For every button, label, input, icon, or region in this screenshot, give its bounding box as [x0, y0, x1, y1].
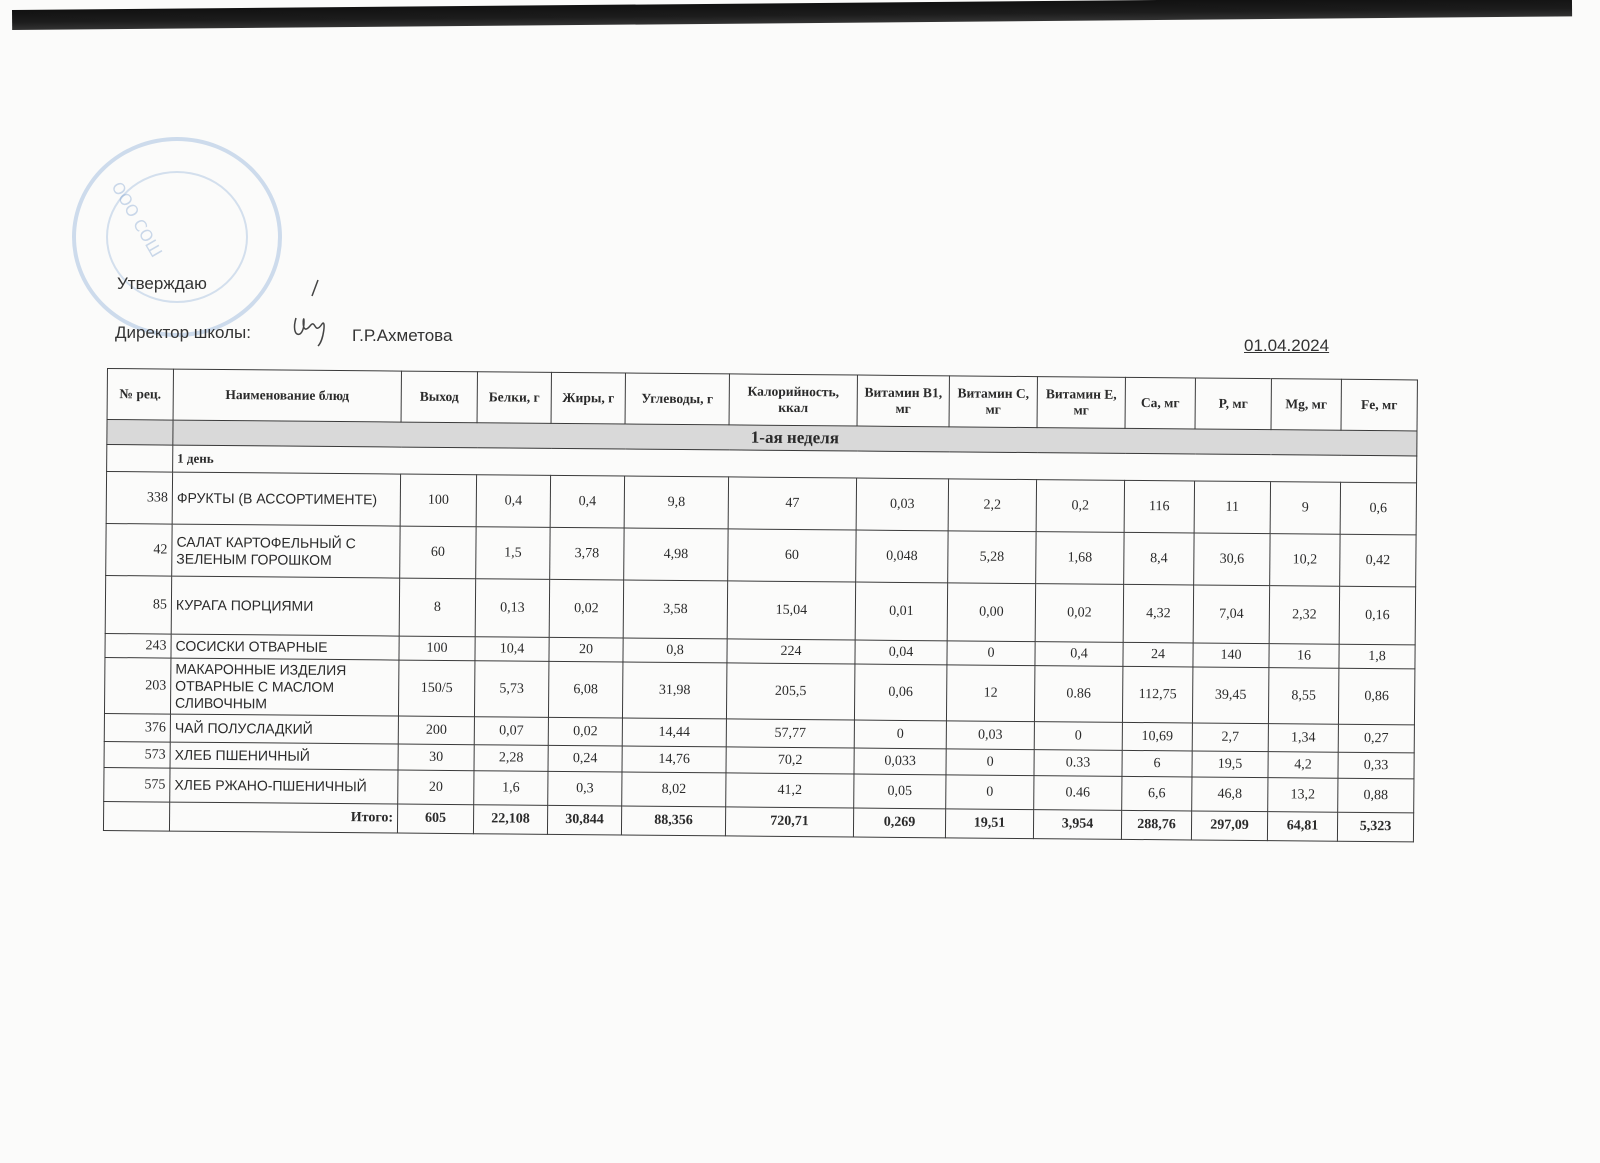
- nutrient-value: 150/5: [398, 660, 474, 717]
- nutrient-value: 2,28: [474, 745, 548, 772]
- nutrient-value: 0,048: [856, 530, 948, 583]
- nutrient-value: 0,033: [854, 748, 946, 775]
- nutrient-value: 30: [398, 744, 474, 771]
- nutrient-value: 11: [1194, 481, 1270, 534]
- nutrient-value: 8,02: [622, 772, 726, 807]
- dish-name: ХЛЕБ РЖАНО-ПШЕНИЧНЫЙ: [170, 768, 398, 804]
- official-stamp: [72, 137, 282, 337]
- nutrient-value: 60: [728, 529, 856, 582]
- dish-name: ЧАЙ ПОЛУСЛАДКИЙ: [170, 714, 398, 744]
- total-label: Итого:: [169, 802, 397, 833]
- nutrient-value: 13,2: [1268, 778, 1338, 813]
- total-value: 22,108: [473, 805, 547, 835]
- total-value: 88,356: [621, 806, 725, 836]
- nutrient-value: 6,08: [548, 661, 622, 718]
- nutrient-value: 14,44: [622, 718, 726, 747]
- nutrient-value: 200: [398, 716, 474, 745]
- director-label: Директор школы:: [115, 323, 251, 342]
- nutrient-value: 2,2: [948, 479, 1036, 532]
- recipe-number: 575: [104, 767, 170, 802]
- nutrient-value: 10,4: [475, 637, 549, 662]
- nutrient-value: 41,2: [726, 773, 854, 808]
- recipe-number: 85: [105, 575, 172, 634]
- nutrient-value: 30,6: [1194, 533, 1270, 586]
- nutrient-value: 6,6: [1122, 776, 1192, 811]
- nutrient-value: 0,02: [548, 717, 622, 746]
- nutrient-value: 7,04: [1193, 585, 1270, 644]
- nutrient-value: 0,4: [1035, 642, 1123, 667]
- total-value: 5,323: [1337, 812, 1413, 842]
- day-label: 1 день: [173, 445, 1417, 483]
- nutrient-value: 205,5: [726, 663, 854, 720]
- nutrient-value: 0,13: [475, 579, 550, 638]
- total-spacer-cell: [103, 801, 169, 831]
- nutrient-value: 15,04: [727, 581, 856, 640]
- dish-name: САЛАТ КАРТОФЕЛЬНЫЙ С ЗЕЛЕНЫМ ГОРОШКОМ: [172, 524, 400, 578]
- nutrient-value: 0,24: [548, 745, 622, 772]
- nutrient-value: 4,98: [624, 528, 728, 581]
- nutrient-value: 3,58: [623, 580, 728, 639]
- nutrient-value: 0,16: [1339, 586, 1416, 645]
- nutrient-value: 4,2: [1268, 752, 1338, 779]
- nutrient-value: 1,5: [476, 527, 550, 580]
- nutrient-value: 0.33: [1034, 750, 1122, 777]
- nutrient-value: 6: [1122, 750, 1192, 777]
- total-value: 297,09: [1191, 811, 1267, 841]
- nutrient-value: 2,32: [1269, 586, 1340, 645]
- column-header: Fe, мг: [1341, 379, 1417, 431]
- nutrient-value: 1,6: [474, 771, 548, 806]
- dish-name: СОСИСКИ ОТВАРНЫЕ: [171, 634, 399, 660]
- nutrient-value: 116: [1124, 480, 1194, 533]
- recipe-number: 376: [104, 713, 170, 742]
- dish-name: КУРАГА ПОРЦИЯМИ: [171, 576, 399, 636]
- nutrient-value: 0: [946, 775, 1034, 810]
- column-header: Витамин E, мг: [1037, 377, 1125, 429]
- nutrient-value: 0,88: [1338, 778, 1414, 813]
- nutrient-value: 224: [727, 639, 855, 664]
- nutrient-value: 0: [946, 749, 1034, 776]
- nutrient-value: 1,68: [1036, 532, 1124, 585]
- nutrient-value: 2,7: [1192, 723, 1268, 752]
- column-header: Жиры, г: [551, 372, 625, 424]
- nutrient-value: 0.46: [1034, 776, 1122, 811]
- nutrient-value: 0,6: [1340, 482, 1416, 535]
- nutrient-value: 5,28: [948, 531, 1036, 584]
- column-header: Белки, г: [477, 372, 551, 424]
- total-value: 19,51: [945, 809, 1033, 839]
- column-header: Mg, мг: [1271, 379, 1341, 431]
- nutrient-value: 100: [399, 636, 475, 661]
- nutrient-value: 0,02: [1035, 584, 1124, 643]
- column-header: Углеводы, г: [625, 373, 729, 425]
- nutrient-value: 0,4: [550, 475, 624, 528]
- nutrient-value: 0,42: [1340, 534, 1416, 587]
- total-value: 0,269: [853, 808, 945, 838]
- nutrient-value: 0,04: [855, 640, 947, 665]
- column-header: Ca, мг: [1125, 377, 1195, 429]
- nutrient-value: 31,98: [622, 662, 726, 719]
- nutrient-value: 0,2: [1036, 480, 1124, 533]
- nutrient-value: 9: [1270, 482, 1340, 535]
- signature-icon: [282, 278, 342, 348]
- total-value: 30,844: [547, 805, 621, 835]
- total-value: 288,76: [1121, 810, 1191, 840]
- nutrient-value: 8,55: [1268, 668, 1338, 725]
- day-spacer-cell: [107, 445, 173, 473]
- nutrient-value: 0,03: [946, 721, 1034, 750]
- nutrient-value: 47: [728, 477, 856, 530]
- nutrient-value: 0.86: [1034, 666, 1122, 723]
- nutrient-value: 16: [1269, 644, 1339, 669]
- nutrient-value: 1,8: [1339, 644, 1415, 669]
- nutrient-value: 140: [1193, 643, 1269, 668]
- week-label: 1-ая неделя: [173, 420, 1417, 456]
- nutrient-value: 0,27: [1338, 724, 1414, 753]
- total-value: 64,81: [1267, 812, 1337, 842]
- nutrient-value: 8: [399, 578, 476, 637]
- nutrient-value: 20: [398, 770, 474, 805]
- column-header: Выход: [401, 371, 477, 423]
- nutrient-value: 12: [946, 665, 1034, 722]
- recipe-number: 203: [104, 657, 170, 714]
- column-header: P, мг: [1195, 378, 1271, 430]
- nutrient-value: 19,5: [1192, 751, 1268, 778]
- nutrient-value: 0,3: [548, 771, 622, 806]
- nutrient-value: 4,32: [1123, 584, 1194, 643]
- document-date: 01.04.2024: [1244, 336, 1330, 355]
- nutrient-value: 100: [400, 474, 476, 527]
- column-header: Витамин C, мг: [949, 376, 1037, 428]
- recipe-number: 338: [106, 472, 172, 525]
- nutrient-value: 1,34: [1268, 724, 1338, 753]
- nutrient-value: 0,06: [854, 664, 946, 721]
- nutrient-value: 0: [947, 641, 1035, 666]
- nutrient-value: 10,69: [1122, 722, 1192, 751]
- recipe-number: 573: [104, 741, 170, 768]
- nutrient-value: 5,73: [474, 661, 548, 718]
- nutrient-value: 0: [1034, 722, 1122, 751]
- column-header: Наименование блюд: [173, 369, 401, 422]
- column-header: Витамин B1, мг: [857, 375, 949, 427]
- nutrient-value: 0,00: [947, 583, 1036, 642]
- nutrient-value: 46,8: [1192, 777, 1268, 812]
- dish-name: ФРУКТЫ (В АССОРТИМЕНТЕ): [172, 472, 400, 526]
- total-value: 3,954: [1033, 810, 1121, 840]
- nutrient-value: 112,75: [1122, 666, 1192, 723]
- column-header: № рец.: [107, 369, 173, 421]
- nutrient-value: 14,76: [622, 746, 726, 773]
- dish-name: ХЛЕБ ПШЕНИЧНЫЙ: [170, 742, 398, 770]
- nutrient-value: 0: [854, 720, 946, 749]
- approve-label: Утверждаю: [117, 274, 207, 293]
- nutrient-value: 0,01: [855, 582, 948, 641]
- nutrient-value: 0,4: [476, 475, 550, 528]
- dish-name: МАКАРОННЫЕ ИЗДЕЛИЯ ОТВАРНЫЕ С МАСЛОМ СЛИВОЧНЫМ: [170, 658, 398, 716]
- total-value: 720,71: [725, 807, 853, 837]
- director-name: Г.Р.Ахметова: [352, 326, 453, 345]
- nutrient-value: 0,03: [856, 478, 948, 531]
- week-spacer-cell: [107, 420, 173, 446]
- scan-top-edge: [12, 0, 1572, 30]
- nutrient-value: 60: [400, 526, 476, 579]
- nutrient-value: 0,86: [1338, 668, 1414, 725]
- nutrient-value: 0,07: [474, 717, 548, 746]
- total-value: 605: [397, 804, 473, 834]
- recipe-number: 42: [106, 523, 172, 576]
- stamp-text: ООО СОШ: [107, 178, 167, 261]
- nutrient-value: 0,33: [1338, 752, 1414, 779]
- menu-table: [103, 368, 1418, 842]
- nutrient-value: 10,2: [1270, 534, 1340, 587]
- nutrient-value: 0,05: [854, 774, 946, 809]
- nutrient-value: 0,02: [549, 579, 624, 638]
- nutrient-value: 0,8: [623, 638, 727, 663]
- nutrient-value: 3,78: [550, 527, 624, 580]
- nutrient-value: 70,2: [726, 747, 854, 774]
- nutrient-value: 9,8: [624, 476, 728, 529]
- nutrient-value: 24: [1123, 642, 1193, 667]
- column-header: Калорийность, ккал: [729, 374, 857, 426]
- nutrient-value: 8,4: [1124, 532, 1194, 585]
- nutrient-value: 57,77: [726, 719, 854, 748]
- nutrient-value: 20: [549, 637, 623, 662]
- recipe-number: 243: [105, 633, 171, 658]
- nutrient-value: 39,45: [1192, 667, 1268, 724]
